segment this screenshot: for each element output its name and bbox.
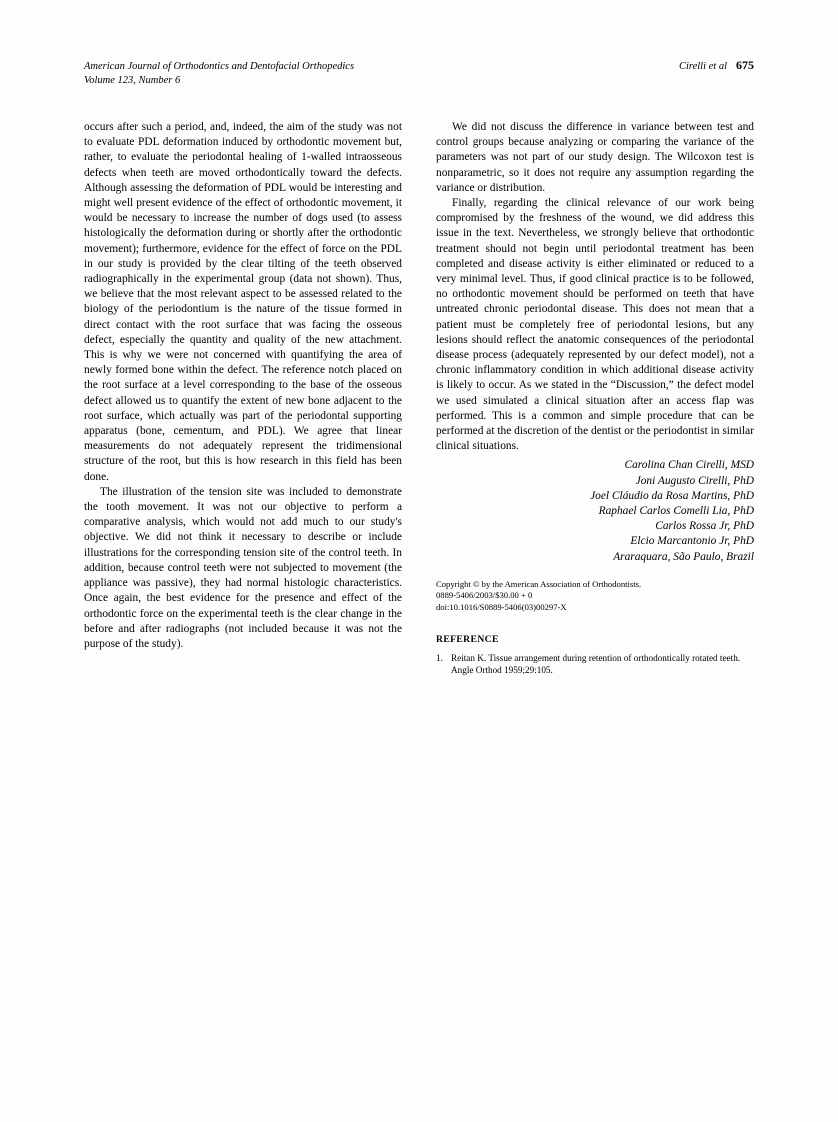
paragraph: occurs after such a period, and, indeed, the aim of the study was not to evaluate PDL deformation induced by orthodontic movement but, rather, to evaluate the periodontal healing of 1-walled intraosseous defects when teeth are moved orthodontically toward the defects. Although assessing the deformation of PDL would be interesting and might well present evidence of the effect of orthodontic movement, it would be necessary to increase the number of dogs used (to assess histologically the deformation during or shortly after the orthodontic movement); furthermore, evidence for the effect of force on the PDL in our study is provided by the clear tilting of the teeth observed radiographically in the experimental group (data not shown). Thus, we believe that the most relevant aspect to be assessed related to the biology of the periodontium is the nature of the tissue formed in direct contact with the root surface that was facing the osseous defect, especially the quantity and quality of the new attachment. This is why we were not concerned with quantifying the area of newly formed bone within the defect. The reference notch placed on the root surface at a level corresponding to the base of the osseous defect allowed us to quantify the extent of new bone adjacent to the root surface, which actually was part of the periodontal supporting apparatus (bone, cementum, and PDL). We agree that linear measurements do not adequately represent the tridimensional structure of the root, but this is how research in this field has been done. <box>84 121 402 483</box>
author-signatures <box>436 458 754 564</box>
page-header <box>84 58 754 88</box>
paragraph: The illustration of the tension site was included to demonstrate the tooth movement. It was not our objective to perform a comparative analysis, which would not add much to our study's objective. We did not think it necessary to describe or include illustrations for the corresponding tension site of the control teeth. In addition, because control teeth were not subjected to movement (the appliance was passive), they had normal histologic characteristics. Once again, the best evidence for the presence and effect of the orthodontic force on the experimental teeth is the clear change in the before and after radiographs (not included because it was not the purpose of the study). <box>84 485 402 650</box>
journal-title: American Journal of Orthodontics and Dentofacial Orthopedics <box>84 61 355 72</box>
paragraph: Finally, regarding the clinical relevance of our work being compromised by the freshness of the wound, we did address this issue in the text. Nevertheless, we strongly believe that orthodontic treatment should not begin until periodontal treatment has been completed and disease activity is either eliminated or reduced to a very minimal level. Thus, if good clinical practice is to be followed, no orthodontic movement should be performed on teeth that have untreated chronic periodontal disease. This does not mean that a patient must be completely free of periodontal lesions, but any lesions should reflect the anatomic consequences of the periodontal disease process (adequately represented by our defect model), not a chronic inflammatory condition in which additional disease activity is likely to occur. As we stated in the “Discussion,” the defect model we used simulated a clinical situation after an access flap was performed. This is a common and simple procedure that can be performed at the discretion of the dentist or the periodontist in similar clinical situations. <box>436 197 754 453</box>
signature-line: Joni Augusto Cirelli, PhD <box>635 474 754 487</box>
signature-line: Elcio Marcantonio Jr, PhD <box>630 535 754 548</box>
paragraph: We did not discuss the difference in variance between test and control groups because analyzing or comparing the variance of the parameters was not part of our study design. The Wilcoxon test is nonparametric, so it does not require any assumption regarding the variance or distribution. <box>436 121 754 194</box>
right-column <box>436 120 754 676</box>
reference-number: 1. <box>436 652 443 663</box>
volume-issue: Volume 123, Number 6 <box>84 75 181 86</box>
doi-line: doi:10.1016/S0889-5406(03)00297-X <box>436 602 567 613</box>
running-author: Cirelli et al <box>678 61 727 72</box>
issn-line: 0889-5406/2003/$30.00 + 0 <box>436 590 533 601</box>
signature-line: Raphael Carlos Comelli Lia, PhD <box>598 505 754 518</box>
reference-heading: REFERENCE <box>436 633 499 645</box>
two-column-body <box>84 120 754 676</box>
page-number: 675 <box>736 58 754 72</box>
copyright-line: Copyright © by the American Association of Orthodontists. <box>436 578 642 589</box>
header-top-row <box>84 58 754 74</box>
reference-list <box>436 652 754 677</box>
left-column <box>84 120 402 676</box>
signature-line: Carolina Chan Cirelli, MSD <box>624 459 754 472</box>
signature-line: Joel Cláudio da Rosa Martins, PhD <box>590 489 754 502</box>
copyright-block <box>436 579 754 614</box>
header-right-group <box>679 58 754 74</box>
signature-line: Carlos Rossa Jr, PhD <box>655 520 754 533</box>
list-item <box>436 652 754 677</box>
reference-text: Reitan K. Tissue arrangement during retention of orthodontically rotated teeth. Angle Orthod 1959;29:105. <box>451 652 741 676</box>
signature-location: Araraquara, São Paulo, Brazil <box>613 550 754 563</box>
